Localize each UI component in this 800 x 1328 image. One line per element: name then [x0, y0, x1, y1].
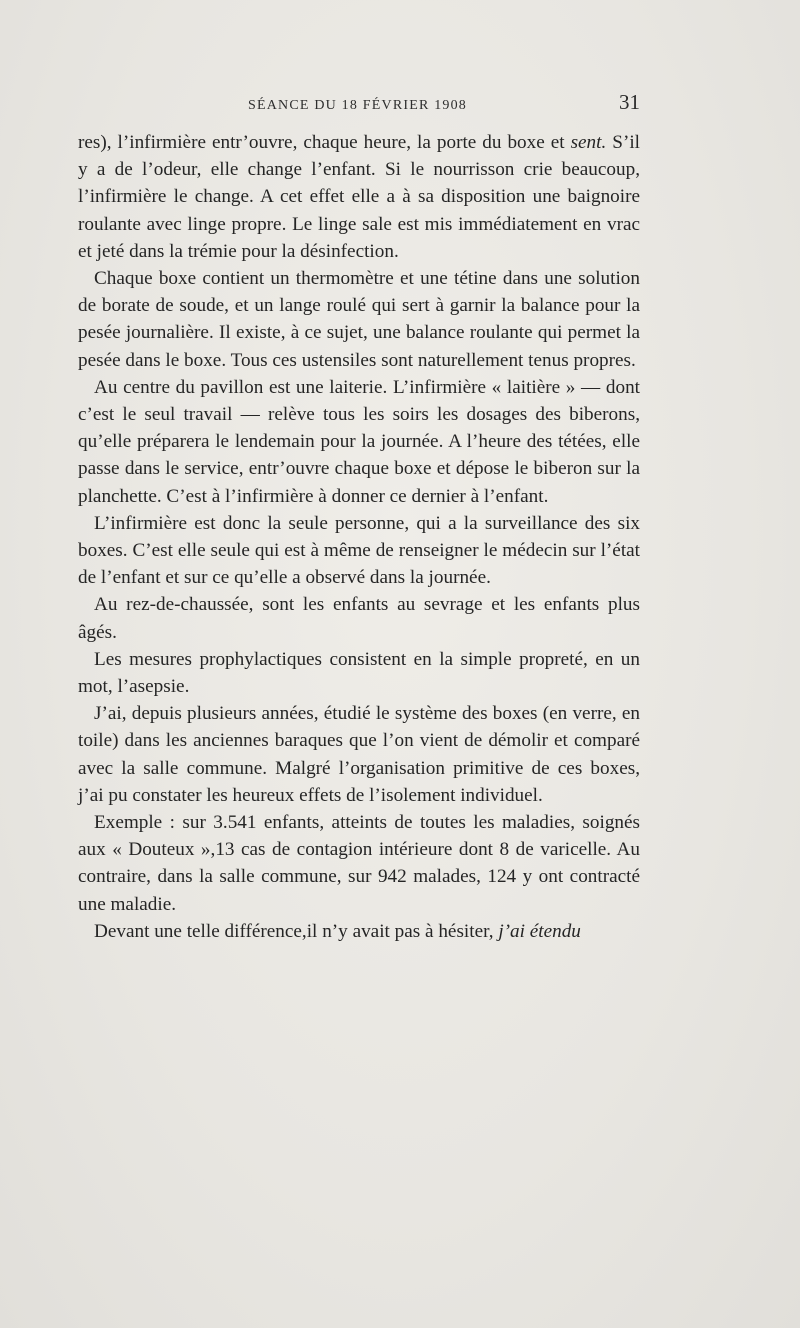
paragraph: Les mesures prophylactiques consistent en la simple propreté, en un mot, l’asepsie. [78, 648, 640, 698]
paragraph-last [78, 918, 640, 945]
running-head: SÉANCE DU 18 FÉVRIER 1908 [248, 98, 468, 113]
paragraph: L’infirmière est donc la seule personne, qui a la surveillance des six boxes. C’est elle seule qui est à même de renseigner le médecin sur l’état de l’enfant et sur ce qu’elle a observé dans la journée. [78, 512, 640, 589]
paragraph: Au centre du pavillon est une laiterie. L’infirmière « laitière » — dont c’est le seul travail — relève tous les soirs les dosages des biberons, qu’elle préparera le lendemain pour la journée. A l’heure des tétées, elle passe dans le service, entr’ouvre chaque boxe et dépose le biberon sur la planchette. C’est à l’infirmière à donner ce dernier à l’enfant. [78, 376, 640, 507]
emphasized-text: j’ai étendu [498, 920, 581, 942]
paragraph: Au rez-de-chaussée, sont les enfants au sevrage et les enfants plus âgés. [78, 594, 640, 643]
paragraph: J’ai, depuis plusieurs années, étudié le système des boxes (en verre, en toile) dans les anciennes baraques que l’on vient de démolir et comparé avec la salle commune. Malgré l’organisation primitive de ces boxes, j’ai pu constater les heureux effets de l’isolement individuel. [78, 703, 640, 806]
paragraph-continuation [78, 129, 640, 265]
body-text [78, 129, 640, 945]
paragraph: Exemple : sur 3.541 enfants, atteints de toutes les maladies, soignés aux « Douteux »,13 cas de contagion intérieure dont 8 de varicelle. Au contraire, dans la salle commune, sur 942 malades, 124 y ont contracté une maladie. [78, 812, 640, 915]
emphasized-text: sent. [570, 132, 607, 153]
paragraph-text: Devant une telle différence,il n’y avait pas à hésiter, [94, 920, 499, 942]
paragraph: Chaque boxe contient un thermomètre et une tétine dans une solution de borate de soude, et un lange roulé qui sert à garnir la balance pour la pesée journalière. Il existe, à ce sujet, une balance roulante qui permet la pesée dans le boxe. Tous ces ustensiles sont naturellement tenus propres. [78, 268, 640, 371]
page-number: 31 [619, 90, 640, 114]
page-header [78, 90, 640, 120]
paragraph-text: S’il y a de l’odeur, elle change l’enfant. Si le nourrisson crie beaucoup, l’infirmière le change. A cet effet elle a à sa disposition une baignoire roulante avec linge propre. Le linge sale est mis immédiatement en vrac et jeté dans la trémie pour la désinfection. [78, 132, 641, 262]
paragraph-text: res), l’infirmière entr’ouvre, chaque heure, la porte du boxe et [78, 132, 571, 153]
